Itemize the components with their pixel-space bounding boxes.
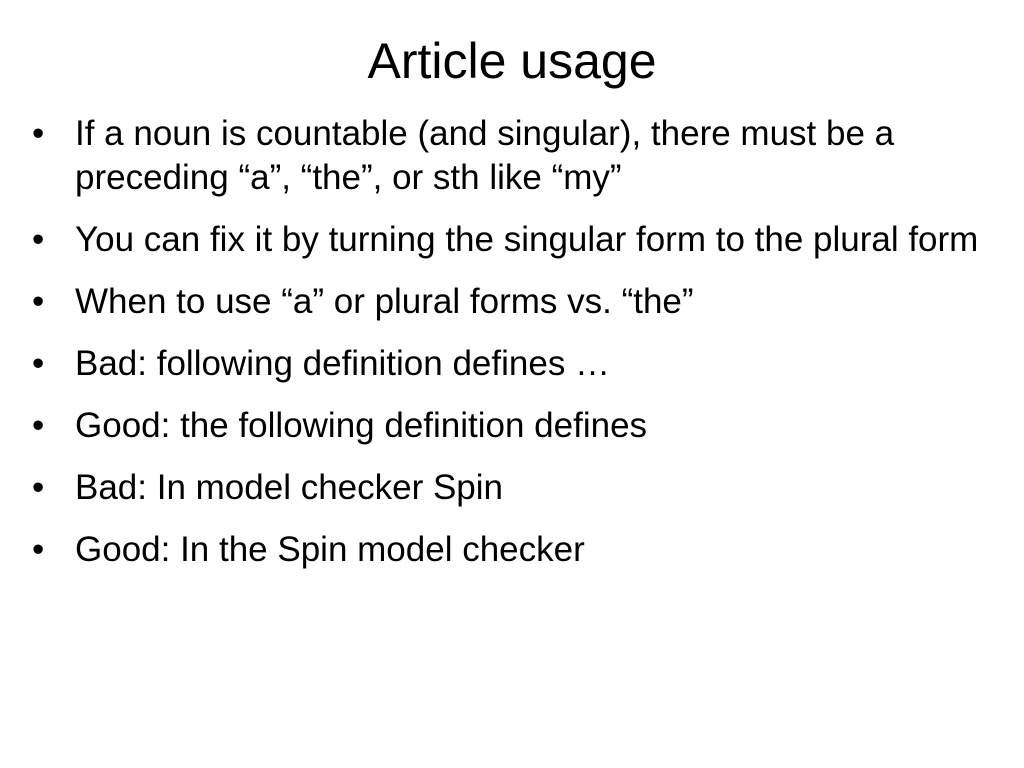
bullet-icon: • (32, 468, 45, 507)
bullet-icon: • (32, 530, 45, 569)
bullet-icon: • (32, 114, 45, 153)
bullet-icon: • (32, 406, 45, 445)
bullet-item (30, 404, 1005, 448)
bullet-icon: • (32, 282, 45, 321)
slide-title: Article usage (367, 33, 657, 89)
bullet-item (30, 218, 1005, 262)
bullet-text: Bad: following definition defines … (75, 344, 611, 383)
bullet-icon: • (32, 220, 45, 259)
bullet-icon: • (32, 344, 45, 383)
bullet-item (30, 112, 1005, 200)
bullet-text: Good: the following definition defines (75, 406, 648, 445)
bullet-text: If a noun is countable (and singular), there must be a preceding “a”, “the”, or sth like “my” (75, 114, 895, 197)
bullet-text: When to use “a” or plural forms vs. “the” (75, 282, 694, 321)
bullet-text: Bad: In model checker Spin (75, 468, 504, 507)
bullet-item (30, 466, 1005, 510)
bullet-item (30, 528, 1005, 572)
bullet-item (30, 280, 1005, 324)
bullet-text: Good: In the Spin model checker (75, 530, 585, 569)
bullet-item (30, 342, 1005, 386)
bullet-text: You can fix it by turning the singular form to the plural form (75, 220, 979, 259)
bullet-list (30, 112, 1005, 590)
